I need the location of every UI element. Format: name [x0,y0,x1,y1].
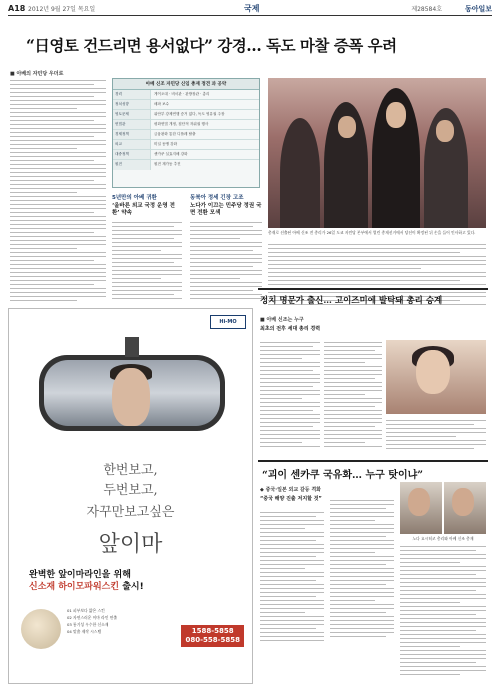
ad-slogan-1: 한번보고, [103,463,158,478]
article2-body-col1 [260,342,320,447]
himo-logo: Hi-MO [210,315,246,329]
page-number: A18 [8,4,26,13]
abe-victory-photo [268,78,486,228]
section-label: 국제 [244,4,260,13]
mini-article-left-title: ‘올바른 외교 국정 운영 전환’ 약속 [112,203,175,216]
table-row: 경력 게이오대 · 비서관 · 관방장관 · 총리 [113,90,259,100]
list-item: 03 통기성 우수한 신소재 [67,622,109,627]
article3-top-rule [258,460,488,462]
article3-subhead: ◆ 중국·일본 외교 갈등 격화 [260,487,322,493]
photo1-caption: 총재로 선출된 아베 신조 전 총리가 26일 도쿄 자민당 본부에서 열린 총재선거에서 당선이 확정된 뒤 손을 들어 인사하고 있다. [268,230,476,235]
mini-article-right-title: 노다가 이끄는 민주당 정권 국면 전환 모색 [190,203,262,216]
article3-body-col2 [330,500,394,637]
abe-profile-table [112,78,260,188]
table-row: 외교 미일 동맹 강화 [113,140,259,150]
masthead [8,4,492,16]
ad-slogan-2: 두번보고, [103,483,158,498]
ad-feature-list [67,607,187,635]
article2-top-rule [258,288,488,290]
table-row: 영토문제 위안부 강제연행 증거 없다, 독도 영유권 주장 [113,110,259,120]
article3-headline: “괴이 센카쿠 국유화… 누구 탓이냐” [262,470,424,481]
list-item: 02 자연스러운 이마 라인 연출 [67,615,118,620]
main-headline: “日영토 건드리면 용서없다” 강경… 독도 마찰 증폭 우려 [26,36,397,55]
ad-phone-numbers: 1588-5858 080-558-5858 [181,625,244,647]
mirror-stem [125,337,139,357]
abe-portrait-photo [386,340,486,414]
article2-kicker: 최초의 전후 세대 총리 경력 [260,326,321,332]
product-image [21,609,61,649]
article3-body-col3 [400,546,486,675]
table-row: 헌법관 평화헌법 개정, 집단적 자위권 행사 [113,120,259,130]
table-row: 경제정책 금융완화 통한 디플레 탈출 [113,130,259,140]
article1-subhead: ■ 아베의 자민당 우더로 [10,71,64,77]
newspaper-name: 동아일보 [464,5,492,13]
table-row: 대중정책 센카쿠 실효지배 강화 [113,150,259,160]
list-item: 04 맞춤 제작 시스템 [67,629,102,634]
article2-body-col2 [324,342,382,447]
article2-subhead: ■ 아베 신조는 누구 [260,317,304,323]
edition-number: 제28584호 [411,6,442,13]
article1-body [10,70,106,301]
article3-body-col1 [260,512,324,641]
table-row: 원전 원전 재가동 추진 [113,160,259,170]
mini-article-right-head: 동북아 정세 긴장 고조 [190,195,244,201]
article2-headline: 정치 명문가 출신… 고이즈미에 발탁돼 총리 승계 [260,296,443,306]
mini-article-left-head: 5년만의 아베 귀환 [112,195,157,201]
article1-text-lines [10,80,106,301]
ad-launch-text: 완벽한 앞이마라인을 위해 신소재 하이모파워스킨 출시! [29,570,144,592]
list-item: 01 피부보다 얇은 스킨 [67,608,105,613]
himo-advertisement [8,308,253,684]
ad-slogan-3: 자꾸만보고싶은 [86,505,175,520]
issue-date: 2012년 9월 27일 목요일 [28,6,96,13]
mini-article-right-body [190,222,262,299]
leaders-photo [400,482,486,534]
ad-brand-name: 신소재 하이모파워스킨 [29,582,120,592]
ad-big-word: 앞이마 [98,532,163,557]
table-row: 정치성향 매파 보수 [113,100,259,110]
profile-table-title: 아베 신조 자민당 신임 총재 정견 과 공약 [113,79,259,90]
rearview-mirror-image [39,355,225,431]
article3-kicker: “중국 해양 진출 저지할 것” [260,496,322,502]
article2-body-col3 [386,420,486,449]
leaders-photo-caption: 노다 요시히코 총리와 아베 신조 총재 [412,536,474,541]
mini-article-left-body [112,222,182,299]
